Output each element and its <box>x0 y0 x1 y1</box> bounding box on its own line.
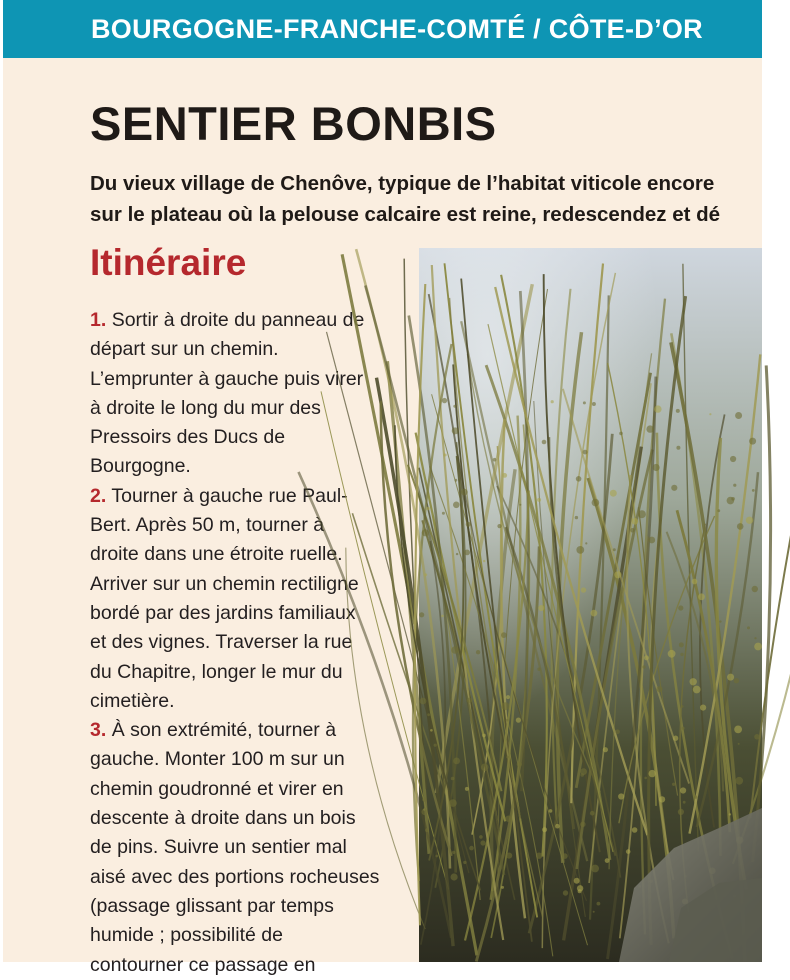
step-text: et des vignes. Traverser la rue <box>90 631 353 654</box>
itinerary-line <box>90 863 400 892</box>
itinerary-line <box>90 716 400 745</box>
itinerary-line <box>90 394 400 423</box>
step-text: À son extrémité, tourner à <box>111 719 337 742</box>
step-text: à droite le long du mur des <box>90 396 321 419</box>
step-number: 3. <box>90 719 107 742</box>
step-text: contourner ce passage en <box>90 953 316 976</box>
page-edge <box>0 0 3 962</box>
page-title: SENTIER BONBIS <box>90 97 497 150</box>
itinerary-line <box>90 628 400 657</box>
step-text: aisé avec des portions rocheuses <box>90 865 380 888</box>
step-text: L’emprunter à gauche puis virer <box>90 367 364 390</box>
itinerary-line <box>90 892 400 921</box>
step-text: départ sur un chemin. <box>90 338 279 361</box>
itinerary-line <box>90 365 400 394</box>
step-text: chemin goudronné et virer en <box>90 777 344 800</box>
itinerary-line <box>90 540 400 569</box>
itinerary-line <box>90 423 400 452</box>
itinerary-line <box>90 335 400 364</box>
step-text: Bourgogne. <box>90 455 191 478</box>
lead-paragraph <box>90 168 790 230</box>
itinerary-heading: Itinéraire <box>90 242 247 283</box>
forest-photo <box>419 248 762 962</box>
step-text: du Chapitre, longer le mur du <box>90 660 343 683</box>
itinerary-line <box>90 570 400 599</box>
step-text: (passage glissant par temps <box>90 894 334 917</box>
step-text: Pressoirs des Ducs de <box>90 426 286 449</box>
itinerary-line <box>90 745 400 774</box>
itinerary-line <box>90 452 400 481</box>
region-banner <box>3 0 762 58</box>
itinerary-line <box>90 833 400 862</box>
itinerary-line <box>90 687 400 716</box>
lead-line: Du vieux village de Chenôve, typique de l’habitat viticole encore <box>90 172 715 195</box>
itinerary-line <box>90 482 400 511</box>
step-text: cimetière. <box>90 689 175 712</box>
step-text: de pins. Suivre un sentier mal <box>90 836 347 859</box>
lead-line: sur le plateau où la pelouse calcaire est reine, redescendez et dé <box>90 203 721 226</box>
itinerary-steps <box>90 306 400 980</box>
step-number: 1. <box>90 309 107 331</box>
step-text: gauche. Monter 100 m sur un <box>90 748 345 771</box>
step-text: Sortir à droite du panneau de <box>111 309 365 331</box>
step-text: Arriver sur un chemin rectiligne <box>90 572 359 595</box>
step-text: droite dans une étroite ruelle. <box>90 543 343 566</box>
region-label: BOURGOGNE-FRANCHE-COMTÉ / CÔTE-D’OR <box>91 14 703 44</box>
step-text: humide ; possibilité de <box>90 924 283 947</box>
step-number: 2. <box>90 484 107 507</box>
step-text: Bert. Après 50 m, tourner à <box>90 514 325 537</box>
itinerary-line <box>90 921 400 950</box>
itinerary-line <box>90 804 400 833</box>
step-text: Tourner à gauche rue Paul- <box>111 484 348 507</box>
itinerary-line <box>90 775 400 804</box>
mossy-trees-image <box>419 248 762 962</box>
step-text: bordé par des jardins familiaux <box>90 601 356 624</box>
itinerary-line <box>90 951 400 980</box>
step-text: descente à droite dans un bois <box>90 807 356 830</box>
